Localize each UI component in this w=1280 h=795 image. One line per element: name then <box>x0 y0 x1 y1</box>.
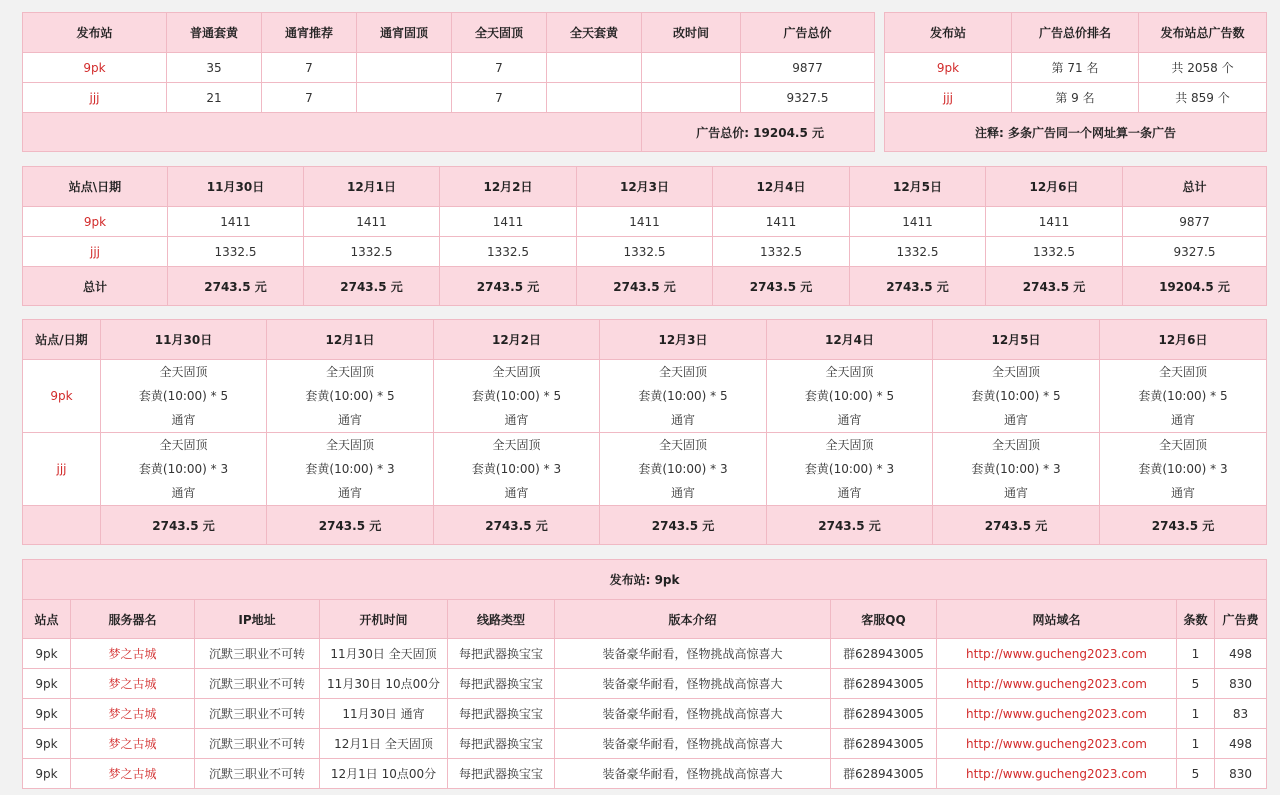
cell: 9327.5 <box>1123 237 1267 267</box>
day-total: 2743.5 元 <box>577 267 713 306</box>
header-cell: 发布站总广告数 <box>1139 13 1267 53</box>
day-total: 2743.5 元 <box>850 267 986 306</box>
ad-type: 通宵 <box>1003 486 1028 500</box>
day-total: 2743.5 元 <box>1100 506 1267 545</box>
cell: 7 <box>262 53 357 83</box>
domain-url[interactable]: http://www.gucheng2023.com <box>966 766 1147 781</box>
date-header: 12月3日 <box>577 167 713 207</box>
ad-type: 通宵 <box>837 413 862 427</box>
date-header: 12月4日 <box>767 320 933 360</box>
ad-type: 通宵 <box>337 486 362 500</box>
ad-type: 通宵 <box>1170 413 1195 427</box>
server-link[interactable] <box>71 639 195 669</box>
table-row <box>23 699 1267 729</box>
schedule-footer-row <box>23 506 1267 545</box>
cell: 9877 <box>1123 207 1267 237</box>
server-link[interactable] <box>71 729 195 759</box>
domain-url[interactable]: http://www.gucheng2023.com <box>966 706 1147 721</box>
ad-type: 全天固顶 <box>1158 365 1207 379</box>
daily-header-row <box>23 167 1267 207</box>
ad-type: 套黄(10:00) * 5 <box>804 389 895 403</box>
header-cell: 网站域名 <box>937 600 1177 639</box>
ad-type: 套黄(10:00) * 5 <box>971 389 1061 403</box>
day-total: 2743.5 元 <box>434 506 600 545</box>
ad-type: 通宵 <box>504 413 529 427</box>
cell: 装备豪华耐看，怪物挑战高惊喜大 <box>555 729 831 759</box>
ad-type: 全天固顶 <box>159 438 208 452</box>
site-link[interactable]: 9pk <box>23 207 168 237</box>
day-total: 2743.5 元 <box>713 267 850 306</box>
cell: 7 <box>452 83 547 113</box>
schedule-cell <box>267 360 434 433</box>
cell: 沉默三职业不可转 <box>195 639 320 669</box>
cell: 每把武器换宝宝 <box>448 729 555 759</box>
cell: 1 <box>1177 729 1215 759</box>
day-total: 2743.5 元 <box>440 267 577 306</box>
ad-type: 全天固顶 <box>658 438 707 452</box>
ad-type: 套黄(10:00) * 3 <box>1138 462 1228 476</box>
ad-type: 套黄(10:00) * 5 <box>638 389 728 403</box>
cell: 1411 <box>713 207 850 237</box>
day-total: 2743.5 元 <box>168 267 304 306</box>
cell: 1332.5 <box>713 237 850 267</box>
ad-type: 套黄(10:00) * 3 <box>138 462 229 476</box>
header-cell: 普通套黄 <box>167 13 262 53</box>
domain-link[interactable] <box>937 699 1177 729</box>
table-row <box>23 237 1267 267</box>
date-header: 11月30日 <box>168 167 304 207</box>
ad-type: 通宵 <box>670 486 695 500</box>
cell: 第 9 名 <box>1012 83 1139 113</box>
cell: 每把武器换宝宝 <box>448 639 555 669</box>
schedule-cell <box>933 433 1100 506</box>
domain-url[interactable]: http://www.gucheng2023.com <box>966 736 1147 751</box>
cell <box>547 53 642 83</box>
cell: 11月30日 通宵 <box>320 699 448 729</box>
table-row <box>23 53 875 83</box>
cell: 12月1日 10点00分 <box>320 759 448 789</box>
date-header: 12月2日 <box>434 320 600 360</box>
site-link[interactable]: 9pk <box>885 53 1012 83</box>
footer-spacer <box>23 113 642 152</box>
header-cell: IP地址 <box>195 600 320 639</box>
cell: 装备豪华耐看，怪物挑战高惊喜大 <box>555 699 831 729</box>
date-header: 12月6日 <box>986 167 1123 207</box>
detail-header-row <box>23 600 1267 639</box>
cell: 装备豪华耐看，怪物挑战高惊喜大 <box>555 759 831 789</box>
cell: 共 2058 个 <box>1139 53 1267 83</box>
table-row <box>23 639 1267 669</box>
ad-type: 套黄(10:00) * 3 <box>305 462 395 476</box>
server-name[interactable]: 梦之古城 <box>108 707 157 721</box>
date-header: 12月2日 <box>440 167 577 207</box>
cell: 9pk <box>23 729 71 759</box>
table-row <box>23 729 1267 759</box>
ad-type: 通宵 <box>171 413 196 427</box>
cell: 1332.5 <box>986 237 1123 267</box>
table-row <box>23 83 875 113</box>
header-cell: 广告总价 <box>741 13 875 53</box>
site-link[interactable]: 9pk <box>23 53 167 83</box>
ad-type: 套黄(10:00) * 3 <box>971 462 1061 476</box>
header-cell: 客服QQ <box>831 600 937 639</box>
ad-type: 套黄(10:00) * 5 <box>1138 389 1228 403</box>
cell: 7 <box>262 83 357 113</box>
day-total: 2743.5 元 <box>101 506 267 545</box>
ad-type: 套黄(10:00) * 3 <box>471 462 562 476</box>
total-header: 总计 <box>1123 167 1267 207</box>
schedule-cell <box>101 360 267 433</box>
header-cell: 改时间 <box>642 13 741 53</box>
ad-type: 通宵 <box>837 486 862 500</box>
ad-type: 通宵 <box>670 413 695 427</box>
date-header: 11月30日 <box>101 320 267 360</box>
ad-type: 全天固顶 <box>325 365 374 379</box>
date-header: 12月1日 <box>304 167 440 207</box>
table-row <box>885 53 1267 83</box>
cell: 1 <box>1177 639 1215 669</box>
header-cell: 版本介绍 <box>555 600 831 639</box>
cell: 5 <box>1177 759 1215 789</box>
server-name[interactable]: 梦之古城 <box>108 767 157 781</box>
cell: 9pk <box>23 699 71 729</box>
cell <box>547 83 642 113</box>
cell: 群628943005 <box>831 669 937 699</box>
date-header: 12月3日 <box>600 320 767 360</box>
header-cell: 发布站 <box>885 13 1012 53</box>
cell: 1411 <box>986 207 1123 237</box>
domain-url[interactable]: http://www.gucheng2023.com <box>966 646 1147 661</box>
cell: 沉默三职业不可转 <box>195 699 320 729</box>
schedule-cell <box>933 360 1100 433</box>
footer-spacer <box>23 506 101 545</box>
cell: 1332.5 <box>577 237 713 267</box>
schedule-cell <box>101 433 267 506</box>
ad-type: 全天固顶 <box>991 438 1040 452</box>
ad-type: 全天固顶 <box>159 365 208 379</box>
header-cell: 线路类型 <box>448 600 555 639</box>
cell <box>357 83 452 113</box>
header-cell: 开机时间 <box>320 600 448 639</box>
cell: 装备豪华耐看，怪物挑战高惊喜大 <box>555 639 831 669</box>
site-link[interactable]: jjj <box>885 83 1012 113</box>
cell: 1332.5 <box>850 237 986 267</box>
cell: 沉默三职业不可转 <box>195 729 320 759</box>
cell: 每把武器换宝宝 <box>448 759 555 789</box>
schedule-cell <box>1100 433 1267 506</box>
cell: 7 <box>452 53 547 83</box>
server-name[interactable]: 梦之古城 <box>108 737 157 751</box>
schedule-cell <box>600 360 767 433</box>
table-row <box>23 360 1267 433</box>
ad-type: 通宵 <box>1170 486 1195 500</box>
cell: 9pk <box>23 669 71 699</box>
day-total: 2743.5 元 <box>767 506 933 545</box>
daily-footer-row <box>23 267 1267 306</box>
cell: 830 <box>1215 759 1267 789</box>
cell: 1411 <box>304 207 440 237</box>
ad-type: 全天固顶 <box>325 438 374 452</box>
domain-link[interactable] <box>937 759 1177 789</box>
ad-type: 通宵 <box>337 413 362 427</box>
cell: 1332.5 <box>304 237 440 267</box>
detail-title: 发布站: 9pk <box>23 560 1267 600</box>
date-header: 12月5日 <box>933 320 1100 360</box>
ad-type: 全天固顶 <box>658 365 707 379</box>
cell: 1411 <box>850 207 986 237</box>
cell: 12月1日 全天固顶 <box>320 729 448 759</box>
header-cell: 全天套黄 <box>547 13 642 53</box>
cell: 沉默三职业不可转 <box>195 759 320 789</box>
cell: 每把武器换宝宝 <box>448 669 555 699</box>
cell: 群628943005 <box>831 639 937 669</box>
header-cell: 通宵固顶 <box>357 13 452 53</box>
cell: 830 <box>1215 669 1267 699</box>
ad-type: 套黄(10:00) * 3 <box>638 462 728 476</box>
date-header: 12月4日 <box>713 167 850 207</box>
cell: 5 <box>1177 669 1215 699</box>
cell: 共 859 个 <box>1139 83 1267 113</box>
schedule-header-row <box>23 320 1267 360</box>
schedule-cell <box>1100 360 1267 433</box>
grand-total: 广告总价: 19204.5 元 <box>642 113 875 152</box>
cell: 11月30日 全天固顶 <box>320 639 448 669</box>
daily-table <box>22 166 1267 306</box>
day-total: 2743.5 元 <box>986 267 1123 306</box>
header-cell: 通宵推荐 <box>262 13 357 53</box>
server-link[interactable] <box>71 699 195 729</box>
cell: 1411 <box>440 207 577 237</box>
domain-link[interactable] <box>937 729 1177 759</box>
table-row <box>23 669 1267 699</box>
cell: 1 <box>1177 699 1215 729</box>
cell: 35 <box>167 53 262 83</box>
server-name[interactable]: 梦之古城 <box>108 647 157 661</box>
cell: 装备豪华耐看，怪物挑战高惊喜大 <box>555 669 831 699</box>
ad-type: 全天固顶 <box>991 365 1040 379</box>
schedule-cell <box>267 433 434 506</box>
cell: 第 71 名 <box>1012 53 1139 83</box>
schedule-table <box>22 319 1267 545</box>
schedule-cell <box>767 433 933 506</box>
header-cell: 广告费 <box>1215 600 1267 639</box>
cell: 1411 <box>168 207 304 237</box>
ad-type: 套黄(10:00) * 5 <box>138 389 229 403</box>
cell: 11月30日 10点00分 <box>320 669 448 699</box>
day-total: 2743.5 元 <box>304 267 440 306</box>
ad-type: 套黄(10:00) * 5 <box>305 389 395 403</box>
schedule-cell <box>434 433 600 506</box>
schedule-cell <box>767 360 933 433</box>
server-name[interactable]: 梦之古城 <box>108 677 157 691</box>
ad-type: 通宵 <box>171 486 196 500</box>
day-total: 2743.5 元 <box>600 506 767 545</box>
cell <box>642 83 741 113</box>
day-total: 2743.5 元 <box>933 506 1100 545</box>
grand-total: 19204.5 元 <box>1123 267 1267 306</box>
date-header: 12月6日 <box>1100 320 1267 360</box>
header-cell: 广告总价排名 <box>1012 13 1139 53</box>
corner-cell: 站点/日期 <box>23 320 101 360</box>
cell: 群628943005 <box>831 759 937 789</box>
header-cell: 全天固顶 <box>452 13 547 53</box>
site-link[interactable]: jjj <box>23 237 168 267</box>
cell: 1332.5 <box>168 237 304 267</box>
schedule-cell <box>600 433 767 506</box>
cell: 1411 <box>577 207 713 237</box>
footer-label: 总计 <box>23 267 168 306</box>
ad-type: 全天固顶 <box>1158 438 1207 452</box>
detail-table <box>22 559 1267 789</box>
ad-type: 全天固顶 <box>492 365 541 379</box>
ad-type: 套黄(10:00) * 3 <box>804 462 895 476</box>
ad-type: 套黄(10:00) * 5 <box>471 389 562 403</box>
table-row <box>23 433 1267 506</box>
cell: 9327.5 <box>741 83 875 113</box>
cell: 每把武器换宝宝 <box>448 699 555 729</box>
corner-cell: 站点\日期 <box>23 167 168 207</box>
ranking-table <box>884 12 1267 152</box>
ad-type: 通宵 <box>1003 413 1028 427</box>
date-header: 12月1日 <box>267 320 434 360</box>
cell <box>642 53 741 83</box>
cell: 498 <box>1215 729 1267 759</box>
day-total: 2743.5 元 <box>267 506 434 545</box>
cell: 498 <box>1215 639 1267 669</box>
cell: 83 <box>1215 699 1267 729</box>
site-link[interactable]: 9pk <box>23 360 101 433</box>
summary-footer-row <box>23 113 875 152</box>
cell: 9pk <box>23 759 71 789</box>
cell: 1332.5 <box>440 237 577 267</box>
cell: 群628943005 <box>831 699 937 729</box>
site-link[interactable]: jjj <box>23 83 167 113</box>
ad-type: 全天固顶 <box>825 365 874 379</box>
summary-header-row <box>23 13 875 53</box>
table-row <box>23 759 1267 789</box>
header-cell: 条数 <box>1177 600 1215 639</box>
date-header: 12月5日 <box>850 167 986 207</box>
domain-url[interactable]: http://www.gucheng2023.com <box>966 676 1147 691</box>
ad-type: 全天固顶 <box>825 438 874 452</box>
cell: 群628943005 <box>831 729 937 759</box>
header-cell: 发布站 <box>23 13 167 53</box>
site-link[interactable]: jjj <box>23 433 101 506</box>
cell: 9877 <box>741 53 875 83</box>
detail-title-row <box>23 560 1267 600</box>
ranking-note-row <box>885 113 1267 152</box>
header-cell: 站点 <box>23 600 71 639</box>
domain-link[interactable] <box>937 669 1177 699</box>
server-link[interactable] <box>71 759 195 789</box>
domain-link[interactable] <box>937 639 1177 669</box>
ad-type: 全天固顶 <box>492 438 541 452</box>
ad-type: 通宵 <box>504 486 529 500</box>
ranking-note: 注释: 多条广告同一个网址算一条广告 <box>885 113 1267 152</box>
table-row <box>23 207 1267 237</box>
server-link[interactable] <box>71 669 195 699</box>
summary-table <box>22 12 875 152</box>
header-cell: 服务器名 <box>71 600 195 639</box>
cell: 9pk <box>23 639 71 669</box>
cell: 21 <box>167 83 262 113</box>
schedule-cell <box>434 360 600 433</box>
table-row <box>885 83 1267 113</box>
cell <box>357 53 452 83</box>
ranking-header-row <box>885 13 1267 53</box>
cell: 沉默三职业不可转 <box>195 669 320 699</box>
